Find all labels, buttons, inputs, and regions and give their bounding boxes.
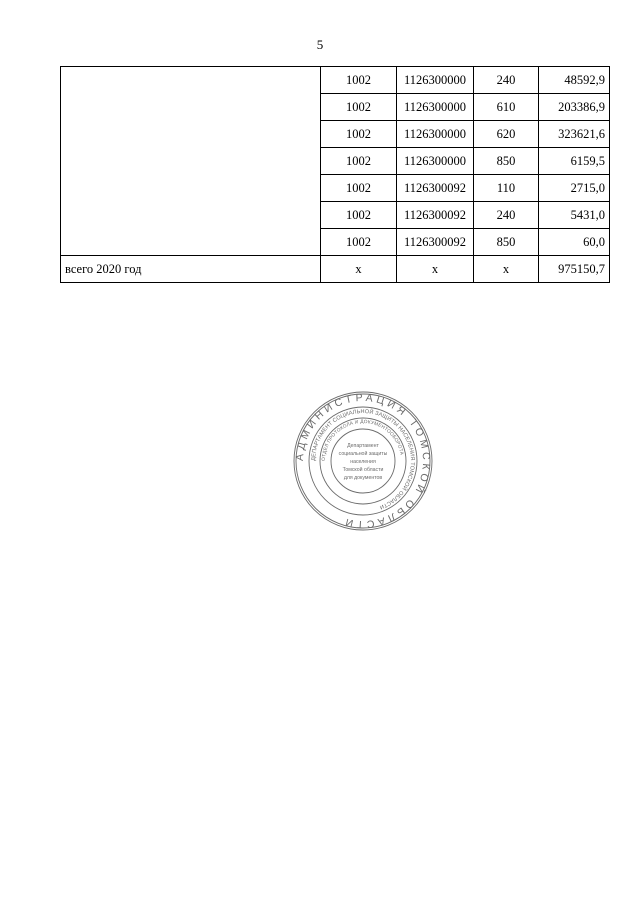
section-code-cell: 1002 [321,94,397,121]
total-section-code: х [321,256,397,283]
amount-cell: 60,0 [539,229,610,256]
table-row [61,67,610,94]
total-label: всего 2020 год [61,256,321,283]
seal-middle-text: ДЕПАРТАМЕНТ СОЦИАЛЬНОЙ ЗАЩИТЫ НАСЕЛЕНИЯ ТОМСКОЙ ОБЛАСТИ [310,408,416,510]
target-article-cell: 1126300092 [397,175,474,202]
section-code-cell: 1002 [321,67,397,94]
total-amount: 975150,7 [539,256,610,283]
amount-cell: 2715,0 [539,175,610,202]
amount-cell: 48592,9 [539,67,610,94]
section-code-cell: 1002 [321,202,397,229]
target-article-cell: 1126300000 [397,94,474,121]
seal-inner-text: ОТДЕЛ ПРОТОКОЛА И ДОКУМЕНТООБОРОТА [321,419,404,462]
total-expense-type: х [474,256,539,283]
seal-center-line: Томской области [342,467,384,473]
target-article-cell: 1126300000 [397,121,474,148]
section-code-cell: 1002 [321,175,397,202]
target-article-cell: 1126300000 [397,67,474,94]
amount-cell: 203386,9 [539,94,610,121]
official-seal [292,390,434,532]
seal-center-line: населения [350,459,376,465]
page-number: 5 [316,37,324,52]
seal-center-line: Департамент [347,443,379,449]
section-code-cell: 1002 [321,229,397,256]
budget-table [60,66,610,283]
target-article-cell: 1126300092 [397,229,474,256]
official-seal-graphic [292,390,434,532]
seal-center-line: для документов [343,475,383,481]
amount-cell: 323621,6 [539,121,610,148]
seal-outer-text: АДМИНИСТРАЦИЯ ТОМСКОЙ ОБЛАСТИ [293,391,433,531]
expense-type-cell: 240 [474,67,539,94]
expense-type-cell: 110 [474,175,539,202]
expense-type-cell: 240 [474,202,539,229]
seal-center-line: социальной защиты [338,451,388,457]
total-row [61,256,610,283]
expense-type-cell: 620 [474,121,539,148]
target-article-cell: 1126300092 [397,202,474,229]
expense-type-cell: 610 [474,94,539,121]
merged-label-cell [61,67,321,256]
expense-type-cell: 850 [474,229,539,256]
total-target-article: х [397,256,474,283]
target-article-cell: 1126300000 [397,148,474,175]
expense-type-cell: 850 [474,148,539,175]
section-code-cell: 1002 [321,121,397,148]
section-code-cell: 1002 [321,148,397,175]
amount-cell: 5431,0 [539,202,610,229]
amount-cell: 6159,5 [539,148,610,175]
